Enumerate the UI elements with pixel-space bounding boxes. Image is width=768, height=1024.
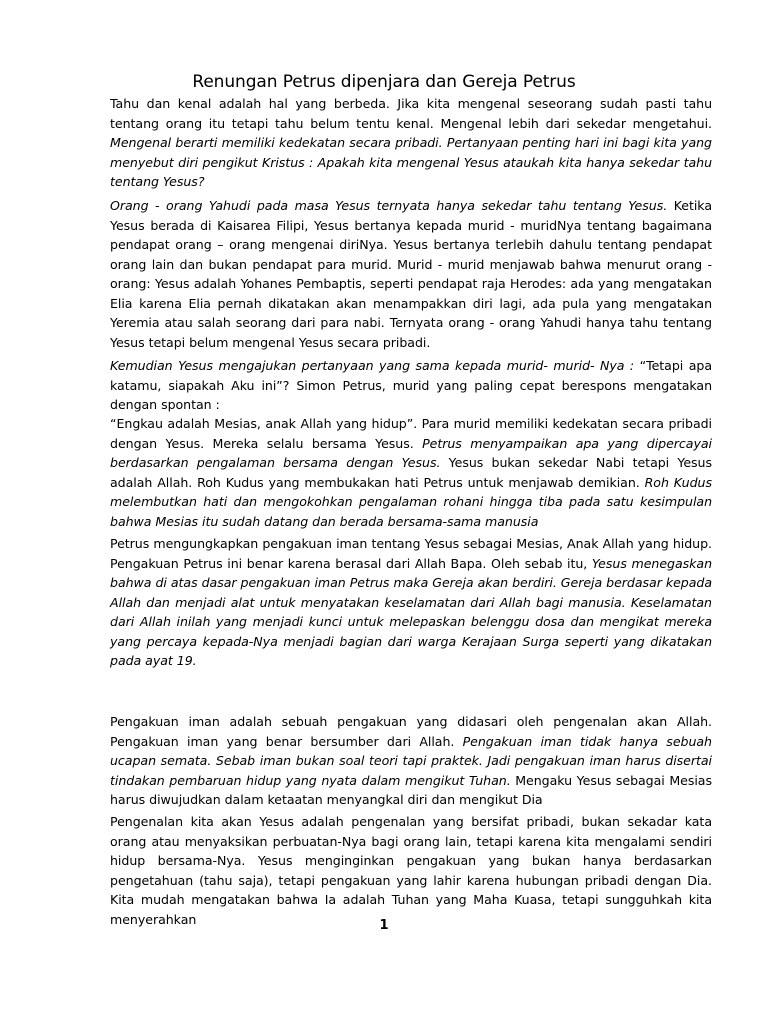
paragraph-4-text-b: Yesus bukan sekedar Nabi tetapi Yesus adalah Allah. Roh Kudus yang membukakan hati Petrus untuk menjawab demikian. [110,455,712,490]
paragraph-3-text: “Tetapi apa katamu, siapakah Aku ini”? Simon Petrus, murid yang paling cepat berespons mengatakan dengan spontan : [110,358,712,412]
paragraph-3-emphasis: Kemudian Yesus mengajukan pertanyaan yang sama kepada murid- murid- Nya : [110,358,635,373]
paragraph-5-text: Petrus mengungkapkan pengakuan iman tentang Yesus sebagai Mesias, Anak Allah yang hidup. Pengakuan Petrus ini benar karena berasal dari Allah Bapa. Oleh sebab itu, [110,536,712,571]
page-number: 1 [379,918,389,933]
paragraph-4-text-a: “Engkau adalah Mesias, anak Allah yang hidup”. Para murid memiliki kedekatan secara pribadi dengan Yesus. Mereka selalu bersama Yesus. [110,416,712,451]
paragraph-6-text-a: Pengakuan iman adalah sebuah pengakuan yang didasari oleh pengenalan akan Allah. Pengakuan iman yang benar bersumber dari Allah. [110,714,712,749]
paragraph-3 [110,356,712,415]
document-title: Renungan Petrus dipenjara dan Gereja Petrus [192,72,576,92]
paragraph-1-text: Tahu dan kenal adalah hal yang berbeda. Jika kita mengenal seseorang sudah pasti tahu tentang orang itu tetapi tahu belum tentu kenal. Mengenal lebih dari sekedar mengetahui. [110,96,712,131]
paragraph-7-text: Pengenalan kita akan Yesus adalah pengenalan yang bersifat pribadi, bukan sekadar kata orang atau menyaksikan perbuatan-Nya bagi orang lain, tetapi karena kita mengalami sendiri hidup bersama-Nya. Yesus menginginkan pengakuan yang bukan hanya berdasarkan pengetahuan (tahu saja), tetapi pengakuan yang lahir karena hubungan pribadi dengan Dia. Kita mudah mengatakan bahwa Ia adalah Tuhan yang Maha Kuasa, tetapi sungguhkah kita menyerahkan [110,814,712,927]
paragraph-2 [110,196,712,352]
paragraph-6-emphasis: Pengakuan iman tidak hanya sebuah ucapan semata. Sebab iman bukan soal teori tapi praktek. Jadi pengakuan iman harus disertai tindakan pembaruan hidup yang nyata dalam mengikut Tuhan. [110,733,712,788]
paragraph-7 [110,812,712,929]
paragraph-2-text: Ketika Yesus berada di Kaisarea Filipi, Yesus bertanya kepada murid - muridNya tentang bagaimana pendapat orang – orang mengenai diriNya. Yesus bertanya terlebih dahulu tentang pendapat orang lain dan bukan pendapat para murid. Murid - murid menjawab bahwa menurut orang - orang: Yesus adalah Yohanes Pembaptis, seperti pendapat raja Herodes: ada yang mengatakan Elia karena Elia pernah dikatakan akan menampakkan diri lagi, ada pula yang mengatakan Yeremia atau salah seorang dari para nabi. Ternyata orang - orang Yahudi hanya tahu tentang Yesus tetapi belum mengenal Yesus secara pribadi. [110,198,712,350]
paragraph-1 [110,94,712,192]
paragraph-2-emphasis: Orang - orang Yahudi pada masa Yesus ternyata hanya sekedar tahu tentang Yesus. [110,198,668,213]
paragraph-4 [110,414,712,531]
paragraph-4-emphasis-a: Petrus menyampaikan apa yang dipercayai berdasarkan pengalaman bersama dengan Yesus. [110,435,712,470]
paragraph-5 [110,534,712,671]
paragraph-1-emphasis: Mengenal berarti memiliki kedekatan secara pribadi. Pertanyaan penting hari ini bagi kita yang menyebut diri pengikut Kristus : Apakah kita mengenal Yesus ataukah kita hanya sekedar tahu tentang Yesus? [110,135,712,189]
paragraph-6 [110,712,712,810]
paragraph-4-emphasis-b: Roh Kudus melembutkan hati dan mengokohkan pengalaman rohani hingga tiba pada satu kesimpulan bahwa Mesias itu sudah datang dan berada bersama-sama manusia [110,474,712,529]
paragraph-5-emphasis: Yesus menegaskan bahwa di atas dasar pengakuan iman Petrus maka Gereja akan berdiri. Gereja berdasar kepada Allah dan menjadi alat untuk menyatakan keselamatan dari Allah bagi manusia. Keselamatan dari Allah inilah yang menjadi kunci untuk melepaskan belenggu dosa dan mengikat mereka yang percaya kepada-Nya menjadi bagian dari warga Kerajaan Surga seperti yang dikatakan pada ayat 19. [110,555,712,668]
paragraph-6-text-b: Mengaku Yesus sebagai Mesias harus diwujudkan dalam ketaatan menyangkal diri dan mengikut Dia [110,772,712,807]
